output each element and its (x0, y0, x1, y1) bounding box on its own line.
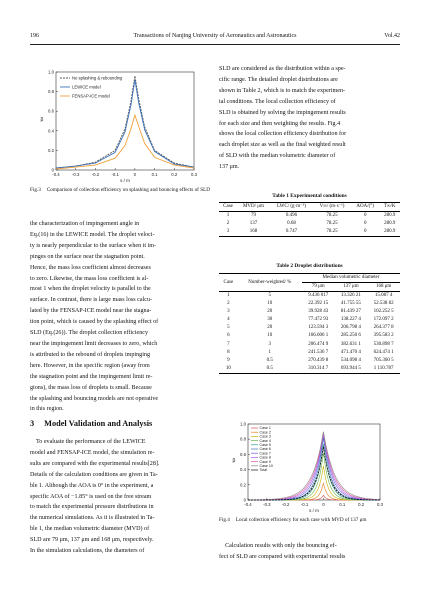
table2-cell: 5 (227, 325, 230, 331)
text-line: ble 1, the median volumetric diameter (MVD) of (30, 526, 150, 533)
text-line: In the simulation calculations, the diameters of (30, 548, 145, 555)
fig4-y-tick-label: 1.0 (240, 421, 246, 427)
table1-cell: 1 (226, 213, 230, 218)
table2-cell: 0.5 (266, 357, 273, 363)
table2-cell: 20 (267, 309, 273, 315)
text-line: is attributed to the rebound of droplets impinging (30, 351, 150, 358)
text-line: pinges on the surface near the stagnation point. (30, 253, 145, 260)
table2-cell: 3 (268, 341, 272, 347)
table2-cell: 0.5 (266, 365, 273, 371)
fig4-chart (222, 420, 400, 516)
table1-cell: 78.25 (326, 213, 338, 218)
text-line: shown in Table 2, which is to match the experimen- (219, 87, 346, 94)
table2-cell: 1 (268, 349, 272, 355)
table2-cell: 2 (227, 301, 230, 307)
fig4-caption-label: Fig.4 (219, 517, 230, 523)
table2-cell: 22.392 15 (308, 301, 329, 307)
table-row (219, 324, 400, 332)
table2-cell: 310.314 7 (308, 365, 329, 371)
fig3-x-tick-label: 0.1 (151, 172, 158, 177)
text-line: tion point, which is caused by the splashing effect of (30, 319, 159, 326)
fig3-x-tick-label: 0.3 (191, 172, 197, 177)
table1-cell: 0.747 (285, 229, 298, 234)
table2-cell: 10 (267, 301, 273, 307)
table2-cell: 1 110.787 (373, 365, 394, 371)
table2-cell: 102.252 5 (373, 309, 394, 315)
text-line: each droplet size as well as the final weighted result (219, 142, 346, 149)
fig3-caption (30, 186, 210, 194)
table2-title: Table 2 Droplet distributions (276, 263, 343, 269)
fig4-legend-label: Case 4 (259, 438, 271, 443)
fig4-y-tick-label: 0.8 (240, 436, 246, 442)
table2-cell: 6 (227, 333, 230, 339)
table2-cell: 81.439 27 (340, 309, 361, 315)
fig4-y-axis-label: β (232, 458, 236, 464)
table-row (219, 341, 400, 349)
fig4-legend-label: Case 10 (259, 464, 273, 468)
table2-header-cell: Median volumetric diameter (302, 274, 400, 283)
text-line: the splashing and bouncing models are not operative (30, 395, 159, 402)
table1-cell: 0 (363, 221, 367, 226)
fig4-legend-label: Case 7 (259, 451, 271, 456)
text-line: surface. In contrast, there is large mass loss calcu- (30, 297, 153, 304)
table2-cell: 10 (225, 365, 231, 371)
table2-cell: 30 (267, 317, 273, 323)
fig4-y-tick-label: 0 (243, 497, 246, 503)
fig3-legend-label: No splashing & rebounding (72, 75, 123, 81)
table1-header-cell: T∞/K (383, 204, 396, 209)
table2-cell: 172.097 2 (373, 317, 394, 323)
text-line: sults are compared with the experimental results[28]. (30, 460, 160, 467)
text-line: tal conditions. The local collection efficiency of (219, 98, 336, 105)
table1-cell: 79 (250, 213, 256, 218)
fig4-x-tick-label: -0.1 (300, 502, 309, 507)
table2-cell: 3 (227, 309, 230, 315)
text-line: gions), the mass loss of droplets is small. Because (30, 384, 152, 391)
fig4-x-tick-label: 0.2 (358, 502, 365, 507)
table2-cell: 4 (227, 317, 230, 323)
fig4-x-tick-label: 0 (322, 502, 325, 507)
fig4-legend-label: Total (259, 468, 268, 473)
section-heading (30, 419, 152, 428)
table2-cell: 534.098 4 (340, 357, 361, 363)
text-line: here. However, in the specific region (away from (30, 362, 150, 369)
bottom-right-paragraph (219, 541, 400, 563)
text-line: cific range. The detailed droplet distributions are (219, 76, 338, 83)
table2-header-cell: 168 μm (375, 284, 392, 289)
fig4-x-tick-label: -0.4 (244, 502, 252, 507)
text-line: SLD (Eq.(26)). The droplet collection efficiency (30, 330, 149, 337)
fig3-x-tick-label: -0.3 (72, 172, 80, 177)
fig4-caption (219, 516, 400, 524)
table1-header-cell: Case (223, 204, 233, 209)
table2-cell: 41.755 55 (340, 301, 361, 307)
text-line: the characterization of impingement angle in (30, 221, 140, 227)
fig4-legend-label: Case 6 (259, 447, 271, 452)
text-line: to match the experimental pressure distributions in (30, 504, 154, 511)
table2-cell: 395.583 2 (373, 333, 394, 339)
table2-cell: 52.538 82 (373, 301, 394, 307)
table2-cell: 1 (227, 293, 230, 298)
volume-label: Vol.42 (384, 33, 400, 39)
section-number: 3 (30, 419, 35, 428)
table1-title: Table 1 Experimental conditions (272, 193, 347, 199)
text-line: model and FENSAP-ICE model, the simulation re- (30, 449, 155, 456)
fig4-x-tick-label: 0.1 (339, 502, 346, 507)
table2-header-cell: 137 μm (343, 284, 359, 289)
table1-header-cell: AOA/(°) (356, 204, 374, 209)
text-line: SLD are 79 μm, 137 μm and 168 μm, respectively. (30, 537, 154, 544)
header-rule (30, 44, 400, 45)
fig3-y-axis-label: β (40, 117, 44, 123)
table2-cell: 9 (227, 357, 230, 363)
table2-cell: 15.087 4 (374, 293, 393, 298)
table2-cell: 13.326 21 (340, 293, 361, 298)
table-row (219, 292, 400, 301)
table1 (219, 202, 400, 237)
text-line: lated by the FENSAP-ICE model near the stagna- (30, 308, 152, 315)
fig4-legend-label: Case 1 (259, 426, 271, 431)
fig3-caption-label: Fig.3 (30, 187, 41, 193)
text-line: for each size and then weighting the results. Fig.4 (219, 120, 341, 127)
fig4-legend-label: Case 3 (259, 434, 271, 439)
fig4-x-tick-label: 0.3 (377, 502, 383, 507)
table1-cell: 0.496 (285, 213, 298, 218)
text-line: fect of SLD are compared with experimental results (219, 553, 346, 560)
table-row (219, 308, 400, 316)
table2-cell: 624.474 1 (373, 349, 394, 355)
text-line: shows the local collection efficiency distribution for (219, 131, 347, 138)
table2-cell: 241.536 7 (308, 349, 329, 355)
table1-cell: 0.68 (287, 221, 296, 226)
text-line: specific AOA of −1.85° is used on the free stream (30, 493, 152, 500)
fig4-legend-label: Case 8 (259, 455, 271, 460)
text-line: Eq.(16) in the LEWICE model. The droplet veloci- (30, 231, 155, 238)
table-row (219, 365, 400, 374)
right-column-paragraph (219, 64, 400, 173)
table2-cell: 39.928 43 (308, 309, 329, 315)
fig3-y-tick-label: 1.0 (48, 69, 54, 75)
table2-cell: 270.439 8 (308, 357, 329, 363)
fig4-legend-label: Case 9 (259, 459, 271, 464)
fig3-y-tick-label: 0.8 (48, 89, 54, 95)
table2-cell: 123.594 3 (308, 325, 329, 331)
table2-cell: 20 (267, 325, 273, 331)
table1-cell: 137 (249, 221, 258, 226)
table2-cell: 10 (267, 333, 273, 339)
fig3-x-tick-label: 0 (133, 172, 137, 177)
fig4-legend-label: Case 2 (259, 430, 271, 435)
table1-cell: 3 (226, 229, 230, 234)
table1-cell: 78.25 (326, 229, 338, 234)
table1-cell: 280.9 (384, 221, 396, 226)
text-line: To evaluate the performance of the LEWICE (30, 439, 146, 445)
text-line: SLD is obtained by solving the impingement results (219, 109, 346, 116)
table2-cell: 8 (227, 349, 230, 355)
table2-cell: 285.250 6 (340, 333, 361, 339)
fig3-y-tick-label: 0.4 (48, 128, 54, 134)
fig4-y-tick-label: 0.4 (240, 467, 246, 473)
table2-cell: 693.944 5 (340, 365, 361, 371)
table2-cell: 77.472 93 (308, 317, 329, 323)
fig3-legend-label: LEWICE model (72, 84, 101, 90)
fig3-x-axis-label: s / m (120, 178, 130, 183)
text-line: the numerical simulations. As it is illustrated in Ta- (30, 515, 155, 522)
table1-header-cell: MVD/ μm (242, 204, 264, 209)
table2-cell: 138.227 4 (340, 317, 361, 323)
left-column-paragraph (30, 219, 214, 415)
text-line: of SLD with the median volumetric diameter of (219, 153, 336, 160)
table1-cell: 2 (226, 221, 230, 226)
fig4-x-tick-label: -0.3 (263, 502, 271, 507)
fig4-y-tick-label: 0.6 (240, 451, 246, 457)
table1-header-cell: V∞/ (m·s⁻¹) (319, 204, 345, 209)
table1-cell: 280.9 (384, 229, 396, 234)
table2-cell: 471.470 4 (340, 349, 361, 355)
table2-cell: 264.377 8 (373, 325, 394, 331)
fig4-y-tick-label: 0.2 (240, 482, 246, 488)
table1-cell: 0 (363, 213, 367, 218)
table-row (219, 220, 400, 228)
text-line: SLD are considered as the distribution within a spe- (219, 66, 346, 72)
table1-cell: 78.25 (326, 221, 338, 226)
table2-header-cell: Number-weighted/ % (248, 279, 292, 285)
table2-cell: 166.606 1 (308, 333, 329, 339)
section3-paragraph (30, 437, 214, 557)
fig4-x-tick-label: -0.2 (282, 502, 290, 507)
text-line: Details of the calculation conditions are given in Ta- (30, 471, 158, 478)
fig3-chart (30, 64, 210, 186)
text-line: Hence, the mass loss coefficient almost decreases (30, 264, 151, 271)
fig3-caption-text: Comparison of collection efficiency on splashing and bouncing effects of SLD (46, 187, 210, 193)
fig3-legend-label: FENSAP-ICE model (72, 93, 110, 99)
fig3-x-tick-label: 0.2 (171, 172, 178, 177)
table2-cell: 705.360 5 (373, 357, 394, 363)
fig4-x-axis-label: s / m (309, 508, 319, 513)
text-line: ty is nearly perpendicular to the surface when it im- (30, 242, 157, 249)
fig3-y-tick-label: 0.2 (48, 147, 54, 153)
table1-cell: 0 (363, 229, 367, 234)
table-row (219, 228, 400, 237)
table2-header-cell: Case (223, 279, 234, 285)
table2-cell: 5 (268, 293, 272, 298)
text-line: ble 1. Although the AOA is 0° in the experiment, a (30, 482, 154, 489)
journal-title: Transactions of Nanjing University of Aeronautics and Astronautics (133, 33, 297, 39)
fig3-y-tick-label: 0.6 (48, 108, 54, 114)
fig4-caption-text: Local collection efficiency for each case with MVD of 137 μm (235, 517, 367, 523)
table-row (219, 300, 400, 308)
table2-header-cell: 79 μm (311, 284, 325, 289)
table2 (219, 273, 400, 374)
fig4-legend-label: Case 5 (259, 443, 271, 447)
text-line: most 1 when the droplet velocity is parallel to the (30, 286, 151, 293)
table-row (219, 349, 400, 357)
section-title: Model Validation and Analysis (44, 419, 153, 428)
table-row (219, 357, 400, 365)
table-row (219, 332, 400, 340)
table-row (219, 212, 400, 221)
table2-cell: 9.436 017 (308, 293, 329, 298)
text-line: the stagnation point and the impingement limit re- (30, 373, 153, 380)
text-line: to zero. Likewise, the mass loss coefficient is al- (30, 275, 149, 282)
text-line: near the impingement limit decreases to zero, which (30, 340, 158, 347)
table2-cell: 7 (227, 341, 230, 347)
table1-cell: 280.9 (384, 213, 396, 218)
fig3-x-tick-label: -0.4 (52, 172, 60, 177)
table2-cell: 382.631 1 (340, 341, 361, 347)
table2-cell: 206.798 4 (340, 325, 361, 331)
page-number: 196 (30, 33, 39, 39)
table2-cell: 530.898 7 (373, 341, 394, 347)
fig3-x-tick-label: -0.2 (91, 172, 100, 177)
fig3-x-tick-label: -0.1 (111, 172, 119, 177)
table2-cell: 206.474 9 (308, 341, 329, 347)
table-row (219, 316, 400, 324)
fig3-y-tick-label: 0 (51, 167, 54, 173)
table1-header-cell: LWC/ (g·m⁻³) (277, 204, 306, 209)
text-line: in this region. (30, 406, 64, 413)
text-line: 137 μm. (219, 164, 240, 171)
text-line: Calculation results with only the bouncing ef- (219, 543, 337, 549)
table1-cell: 168 (249, 229, 258, 234)
